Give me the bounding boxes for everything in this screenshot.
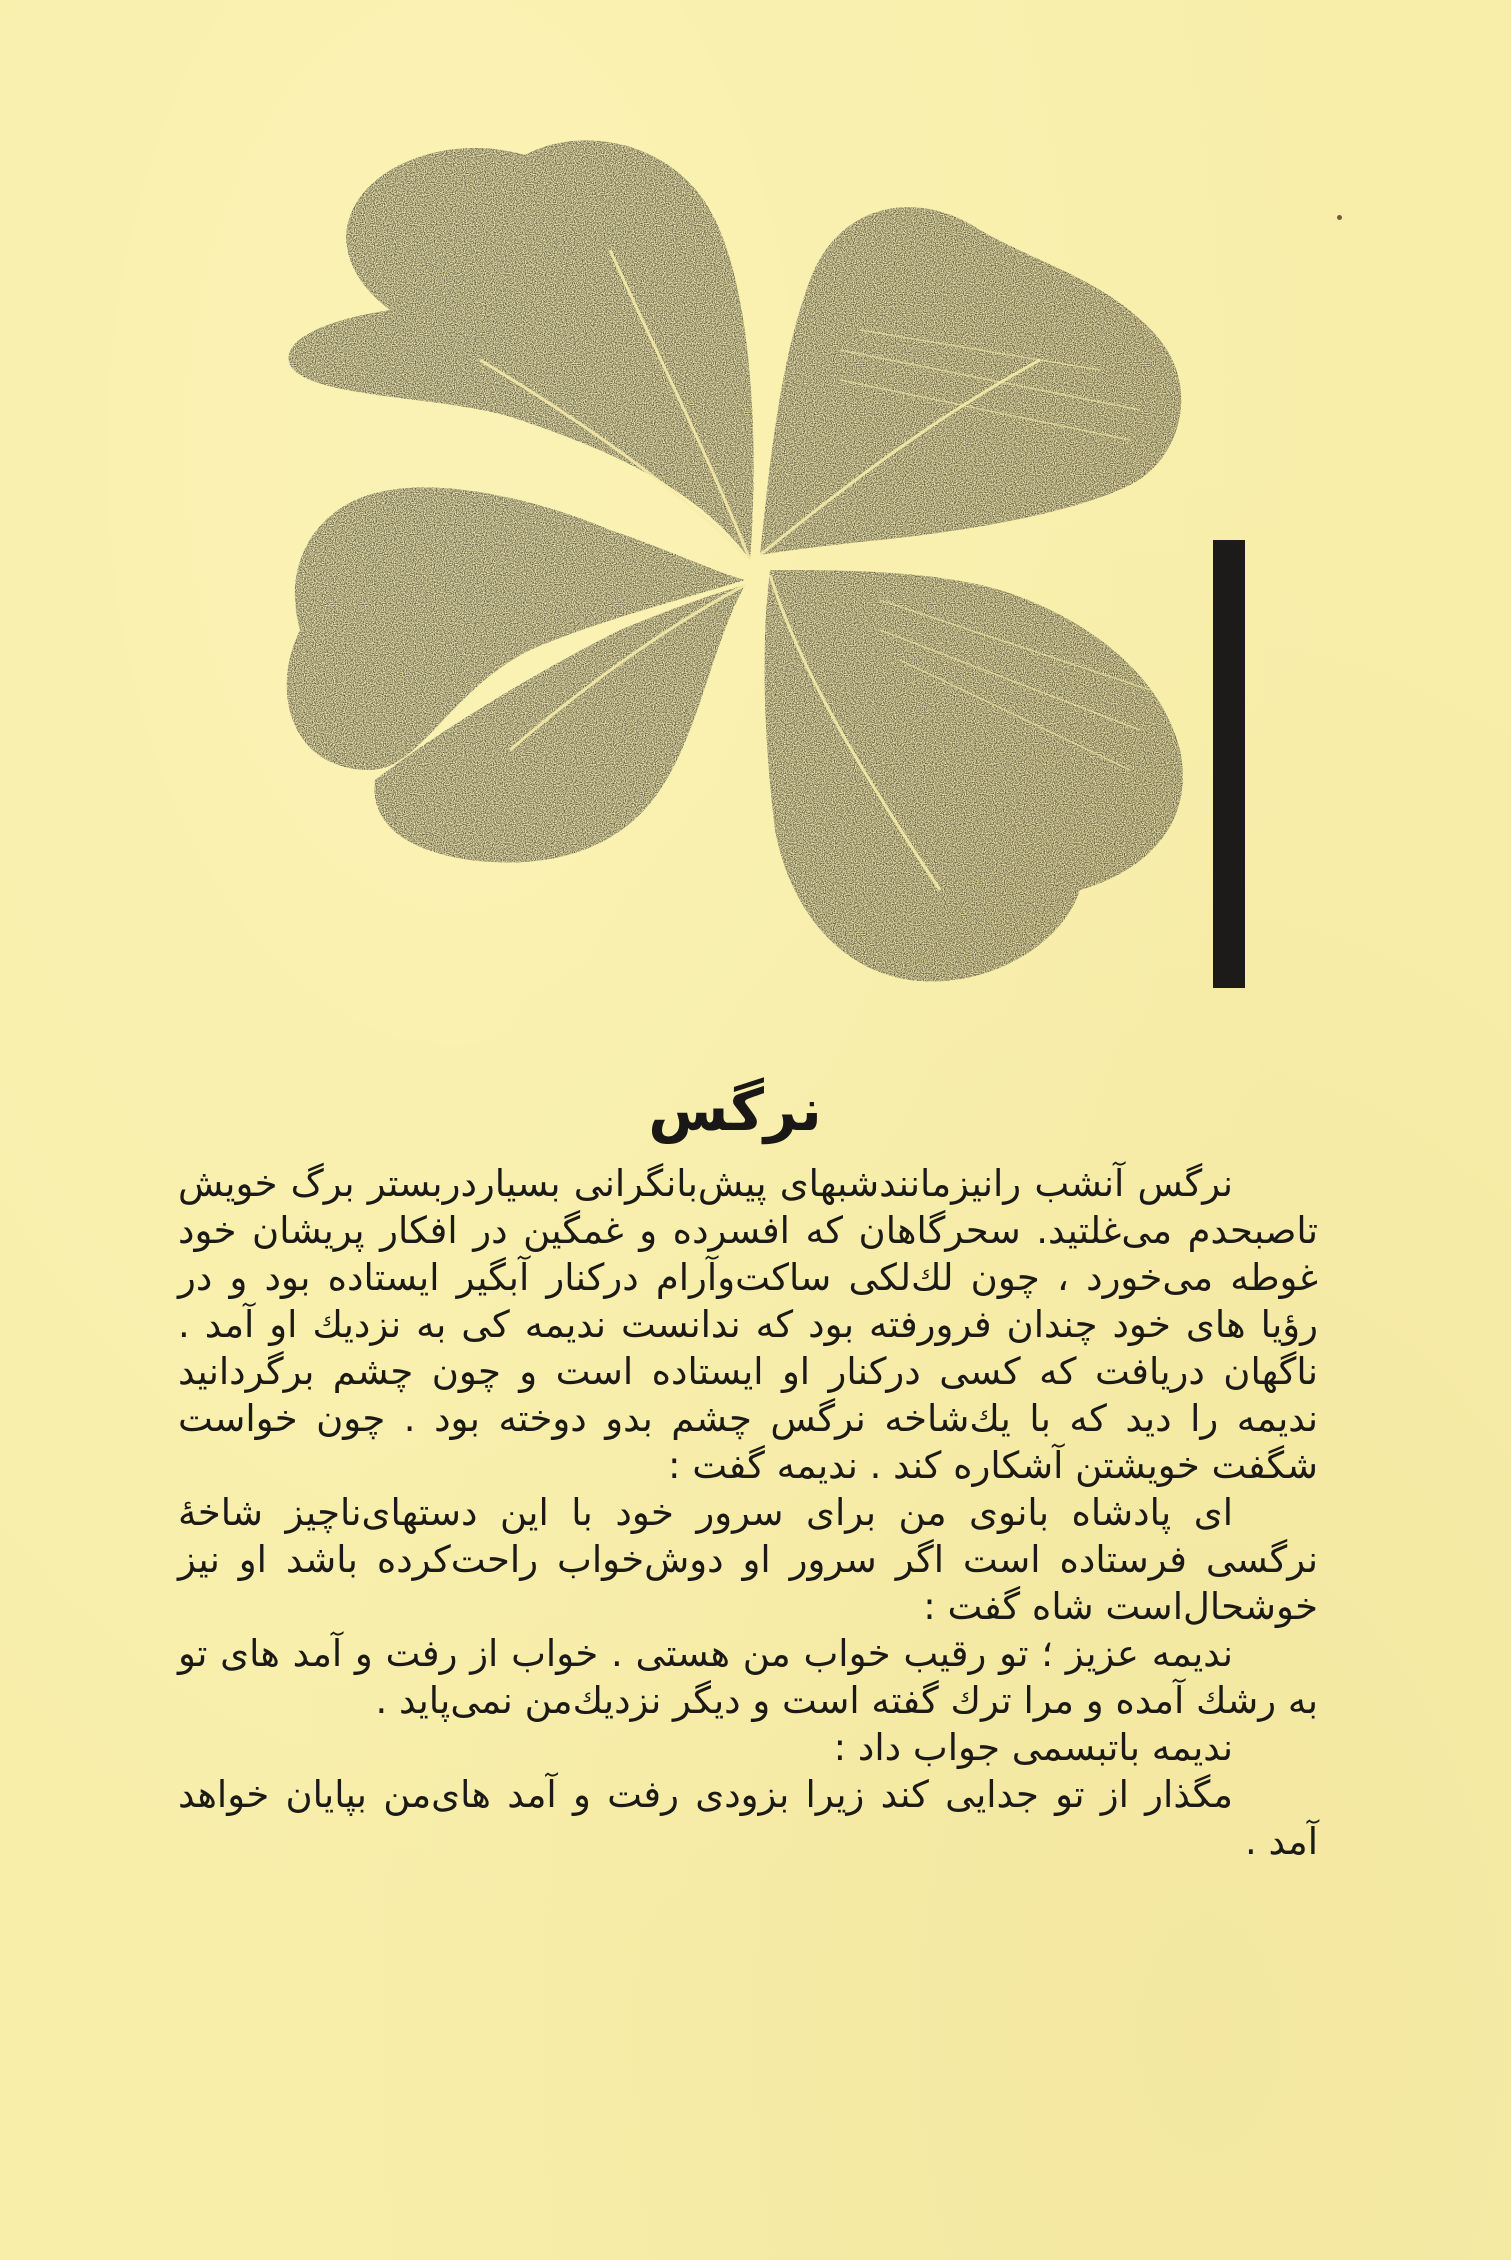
page-title: نرگس [648,1076,822,1144]
paragraph: ندیمه عزیز ؛ تو رقیب خواب من هستی . خواب از رفت و آمد های تو به رشك آمده و مرا ترك گفته است و دیگر نزدیك‌من نمی‌پاید . [178,1632,1318,1722]
paragraph: مگذار از تو جدایی کند زیرا بزودی رفت و آمد های‌من بپایان خواهد آمد . [178,1773,1318,1863]
paragraph: ای پادشاه بانوی من برای سرور خود با این دستهای‌ناچیز شاخهٔ نرگسی فرستاده است اگر سرور او دوش‌خواب راحت‌کرده باشد او نیز خوشحال‌است شاه گفت : [178,1491,1318,1628]
clover-illustration [280,130,1240,1000]
ink-speck [1337,215,1342,220]
vertical-bar-ornament [1213,540,1245,988]
paragraph: نرگس آنشب رانیزمانندشبهای پیش‌بانگرانی بسیاردربستر برگ خویش تاصبحدم می‌غلتید. سحرگاهان که افسرده و غمگین در افکار پریشان خود غوطه می‌خورد ، چون لك‌لکی ساکت‌وآرام درکنار آبگیر ایستاده بود و در رؤیا های خود چندان فرورفته بود که ندانست ندیمه کی به نزدیك او آمد . ناگهان دریافت که کسی درکنار او ایستاده است و چون چشم برگردانید ندیمه را دید که با یك‌شاخه نرگس چشم بدو دوخته بود . چون خواست شگفت خویشتن آشکاره کند . ندیمه گفت : [178,1162,1318,1487]
paragraph: ندیمه باتبسمی جواب داد : [833,1726,1233,1769]
body-text [178,1160,1318,1865]
four-leaf-clover-icon [280,130,1240,1000]
